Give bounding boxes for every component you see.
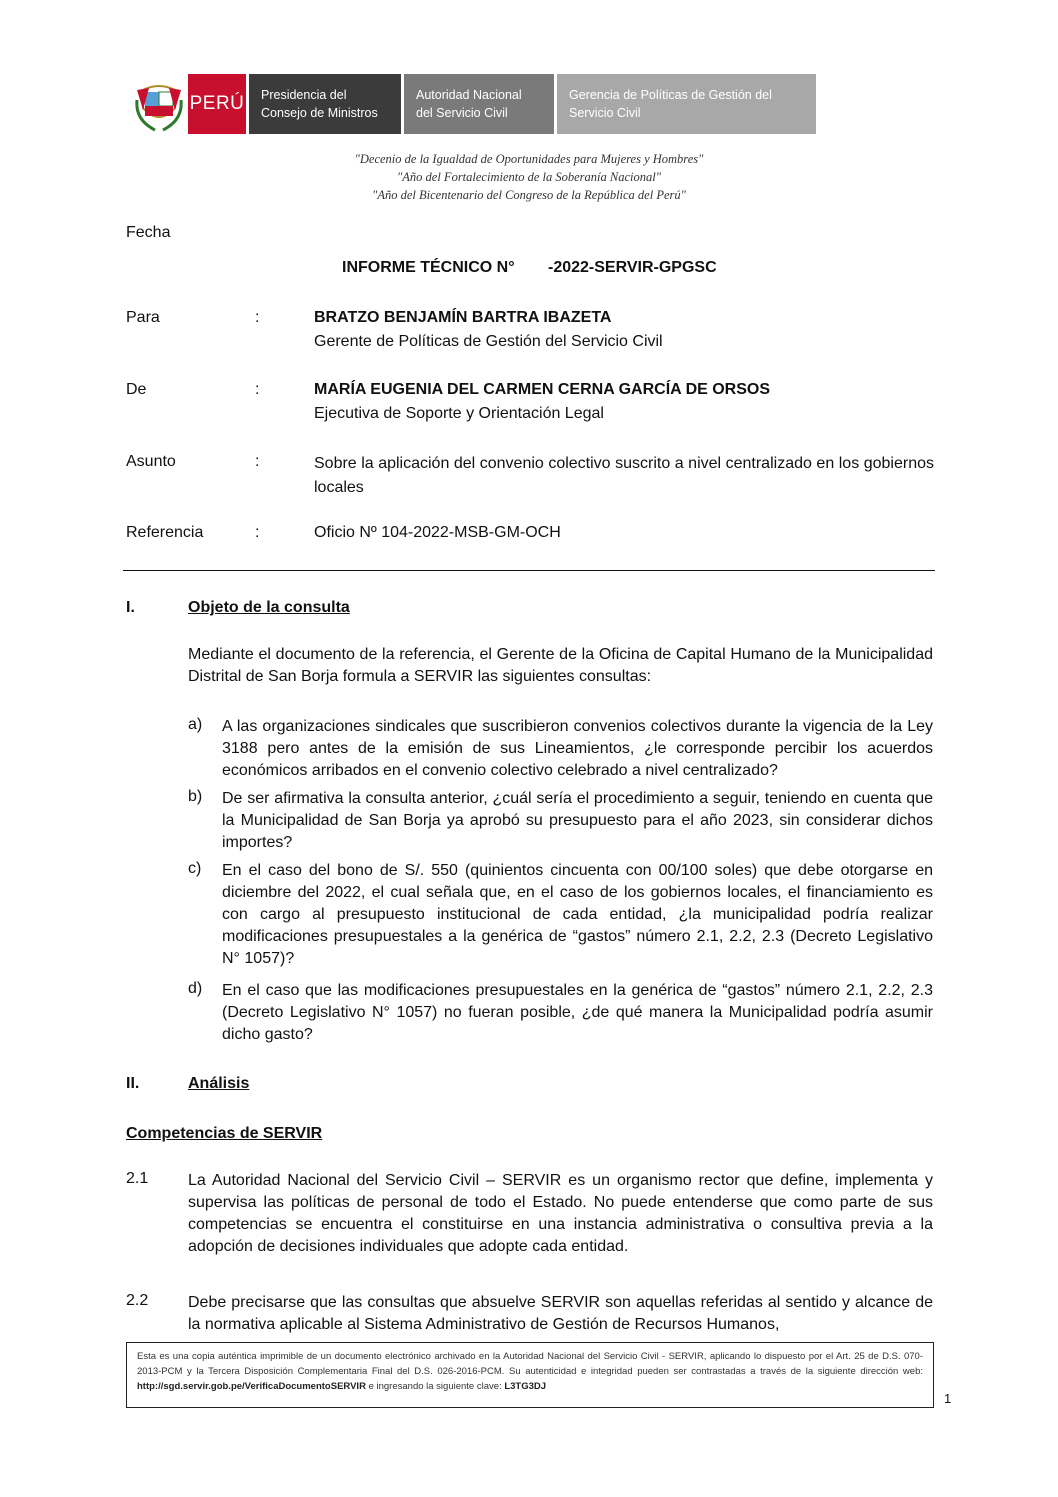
asunto-text: Sobre la aplicación del convenio colectivo suscrito a nivel centralizado en los gobiernos locales [314,455,934,496]
item-d-mark: d) [188,980,203,997]
para-name: BRATZO BENJAMÍN BARTRA IBAZETA [314,309,612,326]
header-band-servir-line1: Autoridad Nacional [416,88,522,102]
item-c-text: En el caso del bono de S/. 550 (quinientos cincuenta con 00/100 soles) que debe otorgarse en diciembre del 2022, el cual señala que, en el caso de los gobiernos locales, el financiamiento es con cargo al presupuesto institucional de cada entidad, ¿la municipalidad podría realizar modificaciones presupuestales a la genérica de “gastos” número 2.1, 2.2, 2.3 (Decreto Legislativo N° 1057)? [222,862,933,967]
slogan-anio-soberania: "Año del Fortalecimiento de la Soberanía Nacional" [397,170,661,184]
slogan-anio-bicentenario: "Año del Bicentenario del Congreso de la República del Perú" [372,188,686,202]
para-label: Para [126,309,160,326]
section1-intro: Mediante el documento de la referencia, el Gerente de la Oficina de Capital Humano de la Municipalidad Distrital de San Borja formula a SERVIR las siguientes consultas: [188,646,933,685]
asunto-label: Asunto [126,453,176,470]
header-band-servir-line2: del Servicio Civil [416,106,508,120]
item-c-mark: c) [188,860,202,877]
verification-key: L3TG3DJ [504,1381,547,1392]
para-2-1-number: 2.1 [126,1170,149,1187]
item-b-text: De ser afirmativa la consulta anterior, ¿cuál sería el procedimiento a seguir, teniendo en cuenta que la Municipalidad de San Borja ya aprobó su presupuesto para el año 2023, sin considerar dichos importes? [222,790,933,851]
para-2-2-text: Debe precisarse que las consultas que absuelve SERVIR son aquellas referidas al sentido y alcance de la normativa aplicable al Sistema Administrativo de Gestión de Recursos Humanos, [188,1294,933,1333]
para-role: Gerente de Políticas de Gestión del Servicio Civil [314,333,663,350]
header-band-pcm-line1: Presidencia del [261,88,347,102]
header-band-gerencia-line1: Gerencia de Políticas de Gestión del [569,88,772,102]
item-a-mark: a) [188,716,203,733]
de-colon: : [255,381,260,398]
header-band-pcm-line2: Consejo de Ministros [261,106,378,120]
section1-number: I. [126,599,135,616]
de-label: De [126,381,147,398]
peru-coat-of-arms-logo [135,80,183,132]
slogan-decenio: "Decenio de la Igualdad de Oportunidades para Mujeres y Hombres" [354,152,704,166]
para-colon: : [255,309,260,326]
header-band-gerencia-line2: Servicio Civil [569,106,641,120]
section1-title: Objeto de la consulta [188,599,350,616]
section2-title: Análisis [188,1075,250,1092]
authenticity-footer [126,1342,934,1408]
competencias-subtitle: Competencias de SERVIR [126,1125,323,1142]
fecha-label: Fecha [126,224,171,241]
de-name: MARÍA EUGENIA DEL CARMEN CERNA GARCÍA DE ORSOS [314,381,771,398]
referencia-text: Oficio Nº 104-2022-MSB-GM-OCH [314,524,561,541]
referencia-colon: : [255,524,260,541]
para-2-1-text: La Autoridad Nacional del Servicio Civil – SERVIR es un organismo rector que define, implementa y supervisa las políticas de personal de todo el Estado. No puede entenderse que como parte de sus competencias se encuentra el constituirse en una instancia administrativa o consultiva previa a la adopción de decisiones individuales que adopte cada entidad. [188,1172,933,1255]
verification-link[interactable]: http://sgd.servir.gob.pe/VerificaDocumentoSERVIR [137,1381,366,1392]
footer-text: Esta es una copia auténtica imprimible de un documento electrónico archivado en la Autoridad Nacional del Servicio Civil - SERVIR, aplicando lo dispuesto por el Art. 25 de D.S. 070-2013-PCM y la Tercera Disposición Complementaria Final del D.S. 026-2016-PCM. Su autenticidad e integridad pueden ser contrastadas a través de la siguiente dirección web: [137,1351,923,1377]
report-title-right: -2022-SERVIR-GPGSC [548,259,717,276]
asunto-colon: : [255,453,260,470]
page-number: 1 [944,1391,952,1406]
item-a-text: A las organizaciones sindicales que suscribieron convenios colectivos durante la vigencia de la Ley 3188 pero antes de la emisión de sus Lineamientos, ¿le corresponde percibir los acuerdos económicos arribados en el convenio colectivo celebrado a nivel centralizado? [222,718,933,779]
de-role: Ejecutiva de Soporte y Orientación Legal [314,405,604,422]
header-band-pcm [249,74,401,134]
para-2-2-number: 2.2 [126,1292,149,1309]
peru-brand-text: PERÚ [189,93,245,114]
section2-number: II. [126,1075,140,1092]
header-band-servir [404,74,554,134]
header-band-gerencia [557,74,816,134]
footer-mid-text: e ingresando la siguiente clave: [368,1381,502,1392]
header-divider [123,570,935,571]
report-title-left: INFORME TÉCNICO N° [342,259,515,276]
referencia-label: Referencia [126,524,204,541]
item-d-text: En el caso que las modificaciones presupuestales en la genérica de “gastos” número 2.1, 2.2, 2.3 (Decreto Legislativo N° 1057) no fueran posible, ¿de qué manera la Municipalidad podría asumir dicho gasto? [222,982,933,1043]
item-b-mark: b) [188,788,203,805]
peru-brand-block [188,74,246,134]
